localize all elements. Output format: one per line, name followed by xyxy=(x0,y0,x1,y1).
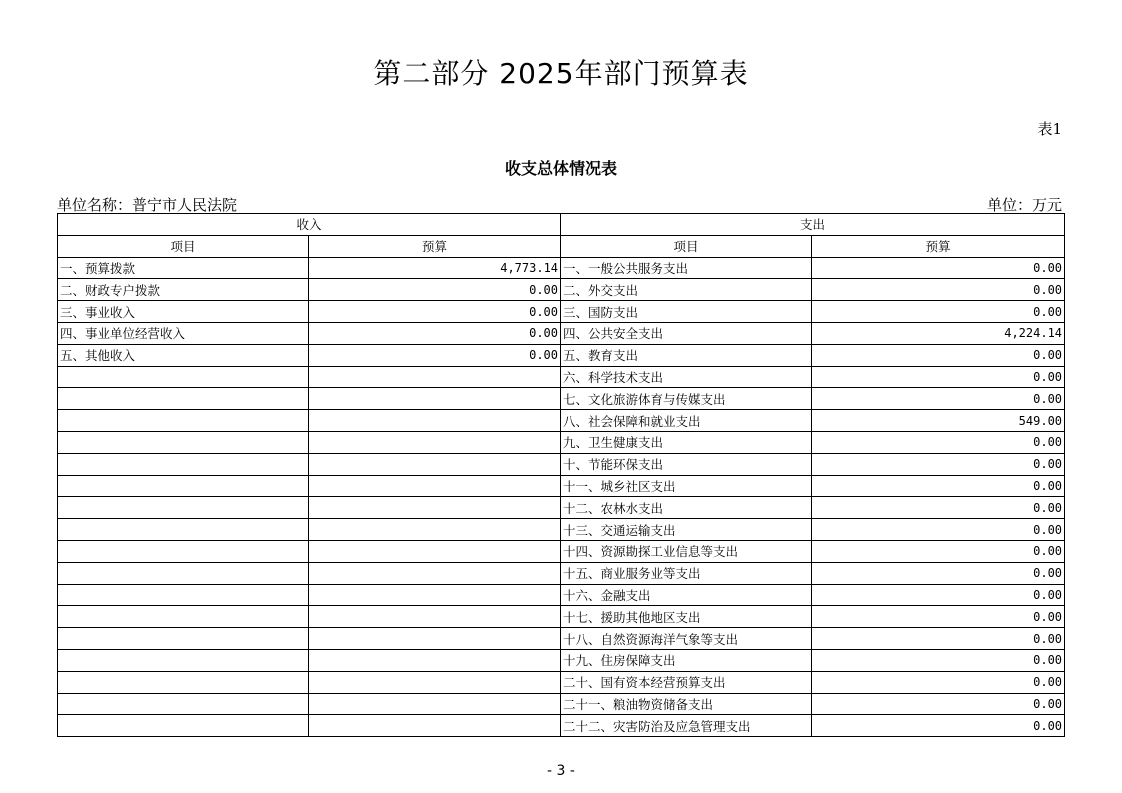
expense-amount-cell: 0.00 xyxy=(812,715,1065,737)
expense-item-cell: 八、社会保障和就业支出 xyxy=(561,410,812,432)
expense-item-cell: 十二、农林水支出 xyxy=(561,497,812,519)
table-row xyxy=(58,497,1065,519)
expense-item-cell: 一、一般公共服务支出 xyxy=(561,257,812,279)
income-amount-cell xyxy=(309,671,561,693)
expense-item-cell: 十、节能环保支出 xyxy=(561,453,812,475)
expense-item-cell: 十八、自然资源海洋气象等支出 xyxy=(561,628,812,650)
expense-amount-cell: 0.00 xyxy=(812,649,1065,671)
expense-amount-cell: 0.00 xyxy=(812,693,1065,715)
income-amount-cell xyxy=(309,431,561,453)
income-item-cell xyxy=(58,431,309,453)
table-row xyxy=(58,540,1065,562)
income-item-cell xyxy=(58,562,309,584)
expense-amount-cell: 0.00 xyxy=(812,562,1065,584)
income-item-cell xyxy=(58,649,309,671)
income-item-cell: 三、事业收入 xyxy=(58,301,309,323)
income-item-cell: 五、其他收入 xyxy=(58,344,309,366)
expense-item-column-header: 项目 xyxy=(561,235,812,257)
income-item-cell xyxy=(58,497,309,519)
expense-amount-cell: 0.00 xyxy=(812,497,1065,519)
expense-amount-cell: 0.00 xyxy=(812,628,1065,650)
income-amount-cell xyxy=(309,388,561,410)
income-amount-cell xyxy=(309,606,561,628)
table-row xyxy=(58,715,1065,737)
income-item-cell xyxy=(58,519,309,541)
page-title: 第二部分 2025年部门预算表 xyxy=(373,57,749,90)
income-amount-cell xyxy=(309,475,561,497)
table-row xyxy=(58,301,1065,323)
expense-amount-cell: 0.00 xyxy=(812,301,1065,323)
expense-amount-cell: 0.00 xyxy=(812,519,1065,541)
income-amount-cell: 0.00 xyxy=(309,279,561,301)
income-amount-cell: 0.00 xyxy=(309,301,561,323)
income-amount-cell xyxy=(309,366,561,388)
expense-amount-cell: 0.00 xyxy=(812,671,1065,693)
income-amount-cell xyxy=(309,628,561,650)
table-row xyxy=(58,279,1065,301)
income-amount-cell xyxy=(309,562,561,584)
expense-amount-cell: 0.00 xyxy=(812,431,1065,453)
budget-summary-table xyxy=(57,213,1065,737)
table-row xyxy=(58,322,1065,344)
income-amount-cell: 0.00 xyxy=(309,344,561,366)
income-item-cell xyxy=(58,584,309,606)
income-item-cell xyxy=(58,671,309,693)
income-group-header: 收入 xyxy=(58,214,561,236)
table-body xyxy=(58,257,1065,737)
expense-item-cell: 十九、住房保障支出 xyxy=(561,649,812,671)
expense-amount-cell: 0.00 xyxy=(812,584,1065,606)
income-item-cell: 一、预算拨款 xyxy=(58,257,309,279)
expense-amount-cell: 0.00 xyxy=(812,388,1065,410)
table-row xyxy=(58,628,1065,650)
income-item-cell xyxy=(58,693,309,715)
table-row xyxy=(58,693,1065,715)
expense-amount-cell: 0.00 xyxy=(812,475,1065,497)
expense-item-cell: 十四、资源勘探工业信息等支出 xyxy=(561,540,812,562)
table-group-header-row xyxy=(58,214,1065,236)
unit-name: 单位名称：普宁市人民法院 xyxy=(57,196,238,214)
table-row xyxy=(58,388,1065,410)
table-column-header-row xyxy=(58,235,1065,257)
table-row xyxy=(58,366,1065,388)
table-row xyxy=(58,410,1065,432)
currency-unit-label: 单位：万元 xyxy=(986,196,1062,214)
income-amount-cell xyxy=(309,715,561,737)
income-item-cell xyxy=(58,606,309,628)
expense-item-cell: 六、科学技术支出 xyxy=(561,366,812,388)
expense-item-cell: 三、国防支出 xyxy=(561,301,812,323)
page-number: - 3 - xyxy=(547,763,575,779)
expense-amount-cell: 0.00 xyxy=(812,606,1065,628)
expense-item-cell: 十五、商业服务业等支出 xyxy=(561,562,812,584)
table-number: 表1 xyxy=(1037,120,1062,138)
income-item-cell xyxy=(58,453,309,475)
income-amount-cell xyxy=(309,410,561,432)
table-row xyxy=(58,519,1065,541)
table-row xyxy=(58,453,1065,475)
income-item-cell xyxy=(58,475,309,497)
expense-item-cell: 五、教育支出 xyxy=(561,344,812,366)
expense-amount-cell: 549.00 xyxy=(812,410,1065,432)
expense-item-cell: 九、卫生健康支出 xyxy=(561,431,812,453)
expense-item-cell: 二、外交支出 xyxy=(561,279,812,301)
expense-amount-cell: 0.00 xyxy=(812,540,1065,562)
expense-item-cell: 十一、城乡社区支出 xyxy=(561,475,812,497)
income-amount-cell xyxy=(309,519,561,541)
expense-item-cell: 十六、金融支出 xyxy=(561,584,812,606)
expense-item-cell: 四、公共安全支出 xyxy=(561,322,812,344)
table-row xyxy=(58,562,1065,584)
income-item-cell xyxy=(58,628,309,650)
income-item-cell xyxy=(58,715,309,737)
income-amount-cell xyxy=(309,497,561,519)
income-item-cell xyxy=(58,388,309,410)
expense-amount-cell: 0.00 xyxy=(812,257,1065,279)
income-item-cell xyxy=(58,540,309,562)
table-row xyxy=(58,344,1065,366)
expense-amount-cell: 0.00 xyxy=(812,344,1065,366)
table-row xyxy=(58,584,1065,606)
expense-amount-cell: 0.00 xyxy=(812,453,1065,475)
income-amount-cell xyxy=(309,693,561,715)
expense-budget-column-header: 预算 xyxy=(812,235,1065,257)
income-amount-cell: 0.00 xyxy=(309,322,561,344)
table-row xyxy=(58,257,1065,279)
table-row xyxy=(58,671,1065,693)
expense-item-cell: 二十一、粮油物资储备支出 xyxy=(561,693,812,715)
expense-amount-cell: 0.00 xyxy=(812,366,1065,388)
income-amount-cell xyxy=(309,453,561,475)
income-amount-cell: 4,773.14 xyxy=(309,257,561,279)
income-item-cell: 二、财政专户拨款 xyxy=(58,279,309,301)
income-amount-cell xyxy=(309,649,561,671)
expense-item-cell: 二十二、灾害防治及应急管理支出 xyxy=(561,715,812,737)
income-amount-cell xyxy=(309,540,561,562)
expense-group-header: 支出 xyxy=(561,214,1065,236)
income-amount-cell xyxy=(309,584,561,606)
expense-amount-cell: 0.00 xyxy=(812,279,1065,301)
table-row xyxy=(58,606,1065,628)
table-row xyxy=(58,475,1065,497)
expense-item-cell: 十七、援助其他地区支出 xyxy=(561,606,812,628)
expense-item-cell: 二十、国有资本经营预算支出 xyxy=(561,671,812,693)
income-item-column-header: 项目 xyxy=(58,235,309,257)
table-subtitle: 收支总体情况表 xyxy=(504,159,617,178)
expense-item-cell: 十三、交通运输支出 xyxy=(561,519,812,541)
expense-item-cell: 七、文化旅游体育与传媒支出 xyxy=(561,388,812,410)
table-row xyxy=(58,431,1065,453)
income-budget-column-header: 预算 xyxy=(309,235,561,257)
income-item-cell xyxy=(58,410,309,432)
income-item-cell xyxy=(58,366,309,388)
income-item-cell: 四、事业单位经营收入 xyxy=(58,322,309,344)
table-row xyxy=(58,649,1065,671)
expense-amount-cell: 4,224.14 xyxy=(812,322,1065,344)
